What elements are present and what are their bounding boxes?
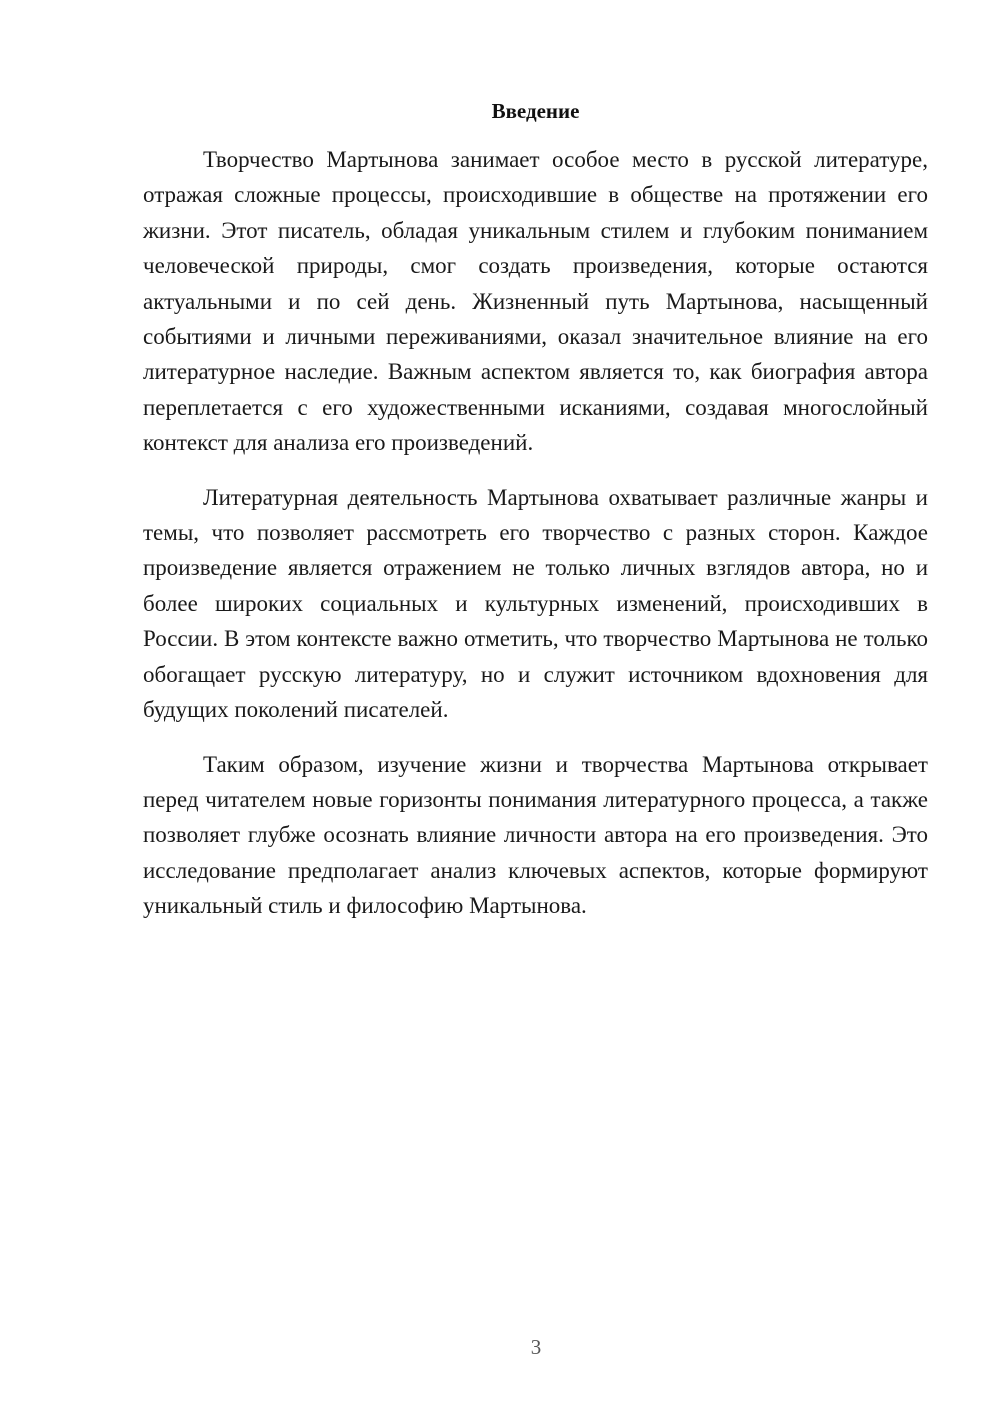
paragraph-3: Таким образом, изучение жизни и творчества Мартынова открывает перед читателем новые горизонты понимания литературного процесса, а также позволяет глубже осознать влияние личности автора на его произведения. Это исследование предполагает анализ ключевых аспектов, которые формируют уникальный стиль и философию Мартынова. [143, 751, 928, 919]
paragraph-1: Творчество Мартынова занимает особое место в русской литературе, отражая сложные процессы, происходившие в обществе на протяжении его жизни. Этот писатель, обладая уникальным стилем и глубоким пониманием человеческой природы, смог создать произведения, которые остаются актуальными и по сей день. Жизненный путь Мартынова, насыщенный событиями и личными переживаниями, оказал значительное влияние на его литературное наследие. Важным аспектом является то, как биография автора переплетается с его художественными исканиями, создавая многослойный контекст для анализа его произведений. [143, 147, 928, 456]
paragraph-2: Литературная деятельность Мартынова охватывает различные жанры и темы, что позволяет рассмотреть его творчество с разных сторон. Каждое произведение является отражением не только личных взглядов автора, но и более широких социальных и культурных изменений, происходивших в России. В этом контексте важно отметить, что творчество Мартынова не только обогащает русскую литературу, но и служит источником вдохновения для будущих поколений писателей. [143, 484, 928, 723]
page-content [143, 96, 928, 943]
section-heading: Введение [491, 99, 580, 123]
page-number: 3 [530, 1335, 542, 1359]
